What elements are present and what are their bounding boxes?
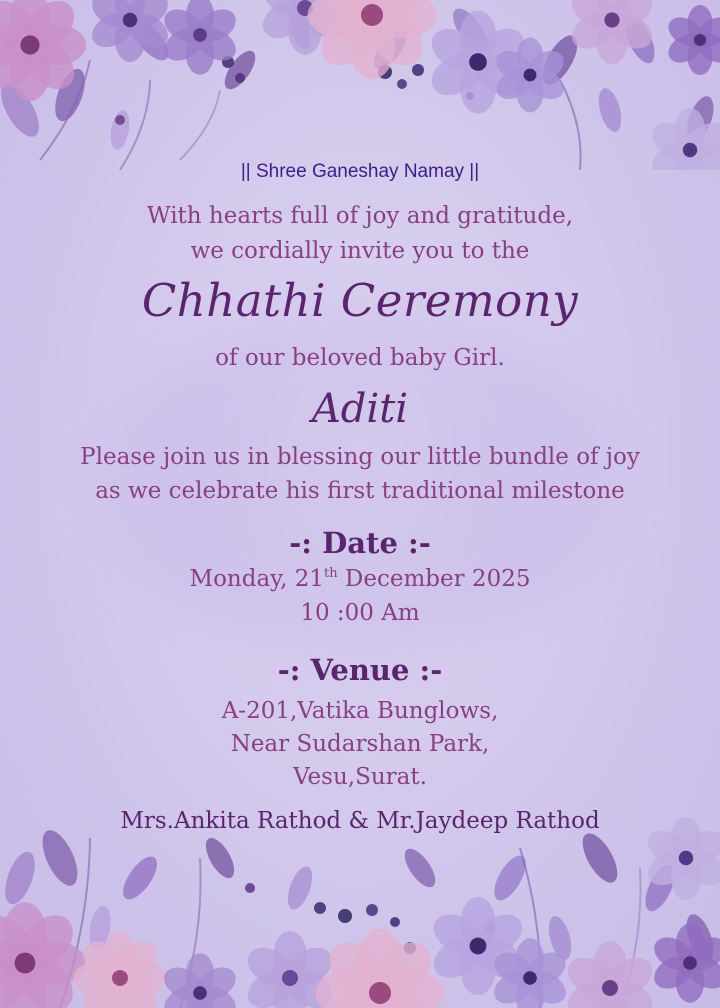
date-line	[0, 566, 720, 592]
event-time: 10 :00 Am	[300, 600, 420, 626]
lavender-flower-icon	[561, 941, 659, 1008]
venue-line-1: A-201,Vatika Bunglows,	[221, 698, 499, 724]
bottom-floral-border	[0, 818, 720, 1008]
berry-decoration	[235, 73, 245, 83]
pink-flower-icon	[73, 931, 167, 1008]
date-heading: -: Date :-	[289, 526, 431, 560]
shree-ganeshay-line: || Shree Ganeshay Namay ||	[240, 161, 480, 182]
intro-line-2: we cordially invite you to the	[190, 238, 530, 264]
hosts-names: Mrs.Ankita Rathod & Mr.Jaydeep Rathod	[120, 808, 600, 834]
venue-line-3: Vesu,Surat.	[293, 764, 427, 790]
berry-decoration	[115, 115, 125, 125]
venue-heading: -: Venue :-	[277, 653, 443, 687]
leaf-decoration	[117, 851, 164, 905]
date-suffix: th	[324, 566, 338, 581]
intro-line-1: With hearts full of joy and gratitude,	[146, 203, 574, 229]
leaf-decoration	[0, 848, 41, 908]
top-floral-border	[0, 0, 720, 170]
leaf-decoration	[576, 828, 624, 888]
date-weekday-day: Monday, 21	[189, 566, 325, 592]
stem-decoration	[180, 90, 220, 160]
stem-decoration	[560, 80, 581, 170]
pink-flower-icon	[316, 929, 445, 1008]
berry-decoration	[397, 79, 407, 89]
berry-decoration	[314, 902, 326, 914]
berry-decoration	[390, 917, 400, 927]
blessing-line-2: as we celebrate his first traditional milestone	[95, 478, 625, 504]
lavender-flower-icon	[158, 953, 241, 1008]
beloved-line: of our beloved baby Girl.	[215, 345, 505, 371]
leaf-decoration	[488, 851, 532, 905]
leaf-decoration	[200, 834, 240, 883]
pink-flower-icon	[0, 902, 86, 1008]
baby-name: Aditi	[311, 386, 409, 432]
purple-flower-icon	[663, 5, 720, 75]
berry-decoration	[245, 883, 255, 893]
leaf-decoration	[35, 825, 84, 891]
event-title: Chhathi Ceremony	[141, 274, 579, 327]
berry-decoration	[338, 909, 352, 923]
leaf-decoration	[283, 863, 317, 912]
date-month-year: December 2025	[337, 566, 531, 592]
leaf-decoration	[399, 844, 441, 892]
blessing-line-1: Please join us in blessing our little bundle of joy	[80, 444, 640, 470]
berry-decoration	[366, 904, 378, 916]
leaf-decoration	[595, 86, 626, 135]
venue-line-2: Near Sudarshan Park,	[230, 731, 490, 757]
berry-decoration	[412, 64, 424, 76]
